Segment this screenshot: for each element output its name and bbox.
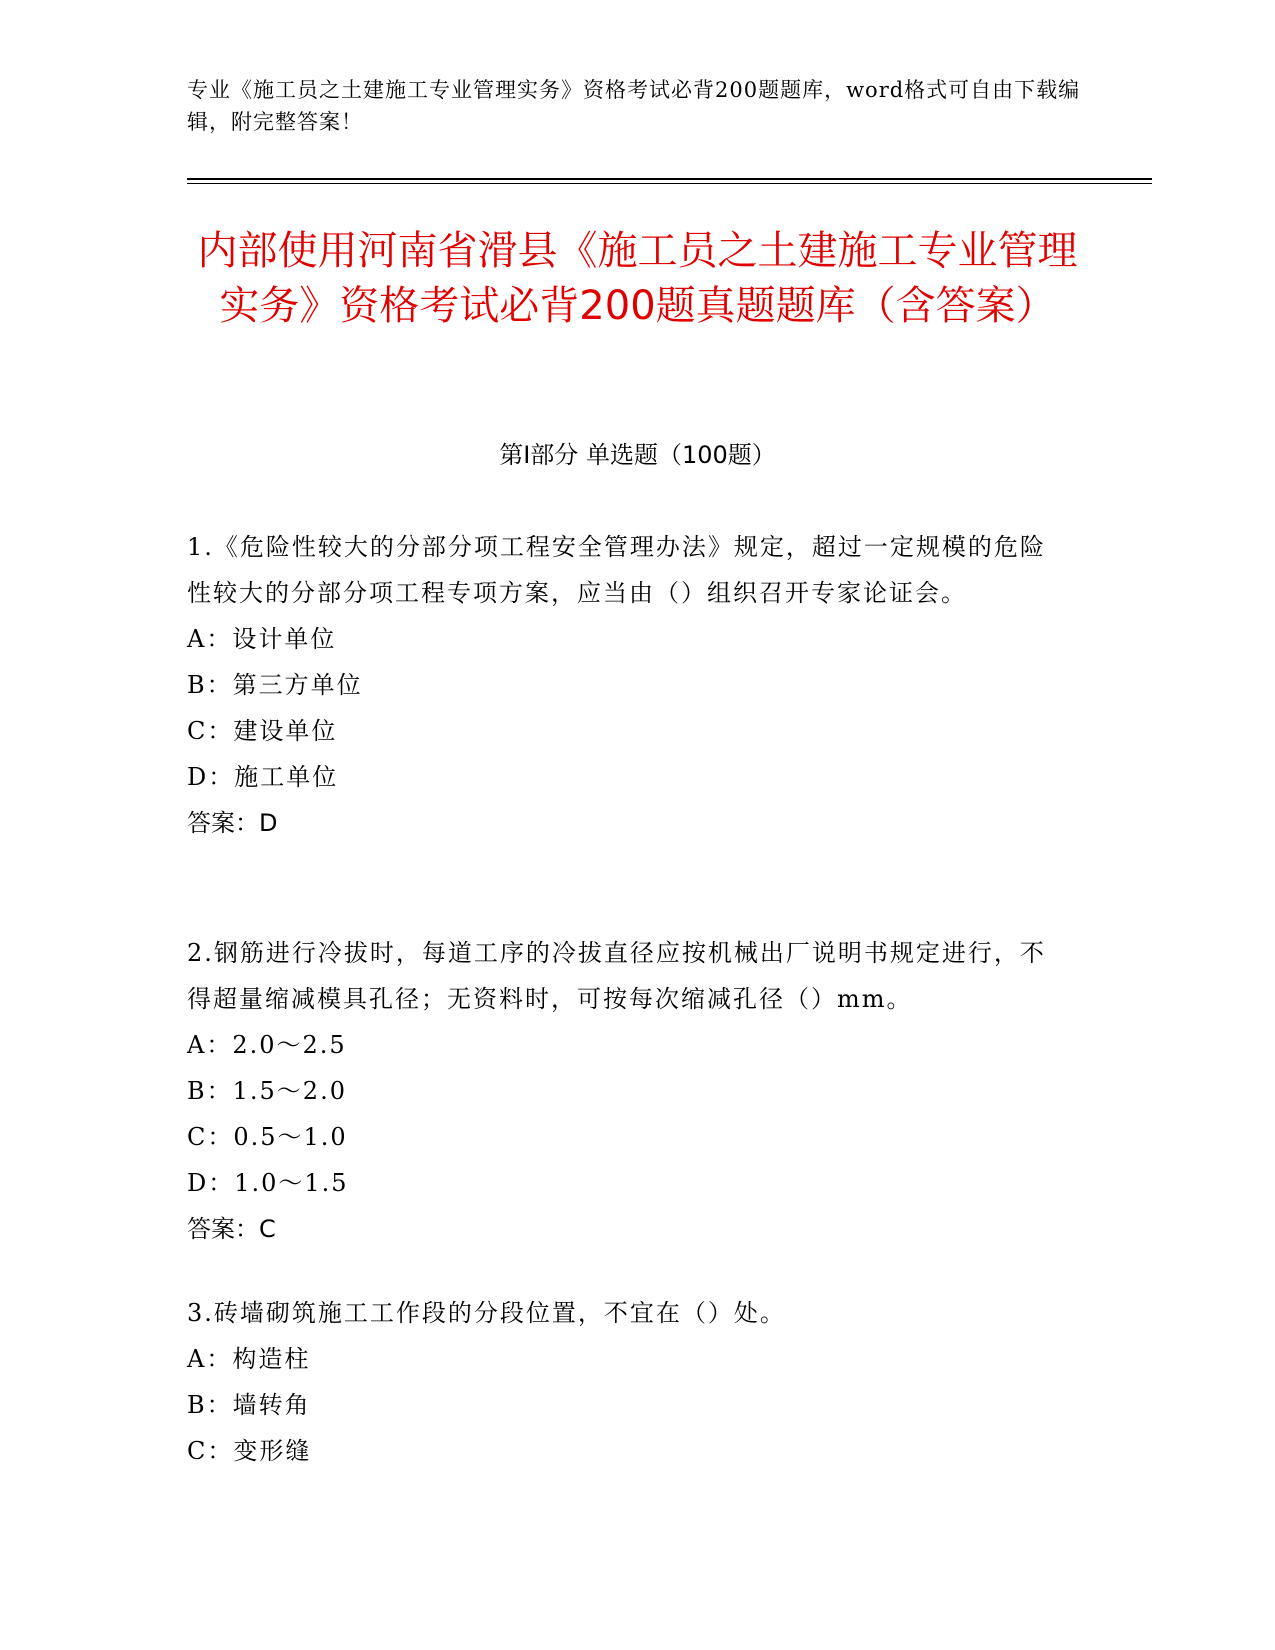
answer: 答案：C [187,1215,276,1243]
option-c: C：建设单位 [187,717,338,745]
question-3 [187,1290,1067,1474]
option-a: A：设计单位 [187,625,337,653]
answer: 答案：D [187,809,278,837]
option-b: B：1.5～2.0 [187,1077,347,1105]
option-d: D：施工单位 [187,763,339,791]
header-divider-thin [187,183,1152,184]
option-c: C：0.5～1.0 [187,1123,348,1151]
option-a: A：2.0～2.5 [187,1031,347,1059]
option-c: C：变形缝 [187,1437,312,1465]
question-1 [187,524,1067,846]
option-b: B：第三方单位 [187,671,363,699]
option-a: A：构造柱 [187,1345,311,1373]
option-d: D：1.0～1.5 [187,1169,349,1197]
header-divider-thick [187,178,1152,180]
question-text: 3.砖墙砌筑施工工作段的分段位置，不宜在（）处。 [187,1299,786,1327]
question-text: 1.《危险性较大的分部分项工程安全管理办法》规定，超过一定规模的危险性较大的分部分项工程专项方案，应当由（）组织召开专家论证会。 [187,533,1046,607]
option-b: B：墙转角 [187,1391,311,1419]
question-text: 2.钢筋进行冷拔时，每道工序的冷拔直径应按机械出厂说明书规定进行，不得超量缩减模具孔径；无资料时，可按每次缩减孔径（）mm。 [187,939,1046,1013]
question-2 [187,930,1067,1252]
header-note: 专业《施工员之土建施工专业管理实务》资格考试必背200题题库，word格式可自由下载编辑，附完整答案！ [187,78,1081,134]
section-title: 第Ⅰ部分 单选题（100题） [499,441,776,469]
document-title: 内部使用河南省滑县《施工员之土建施工专业管理实务》资格考试必背200题真题题库（含答案） [197,228,1078,329]
